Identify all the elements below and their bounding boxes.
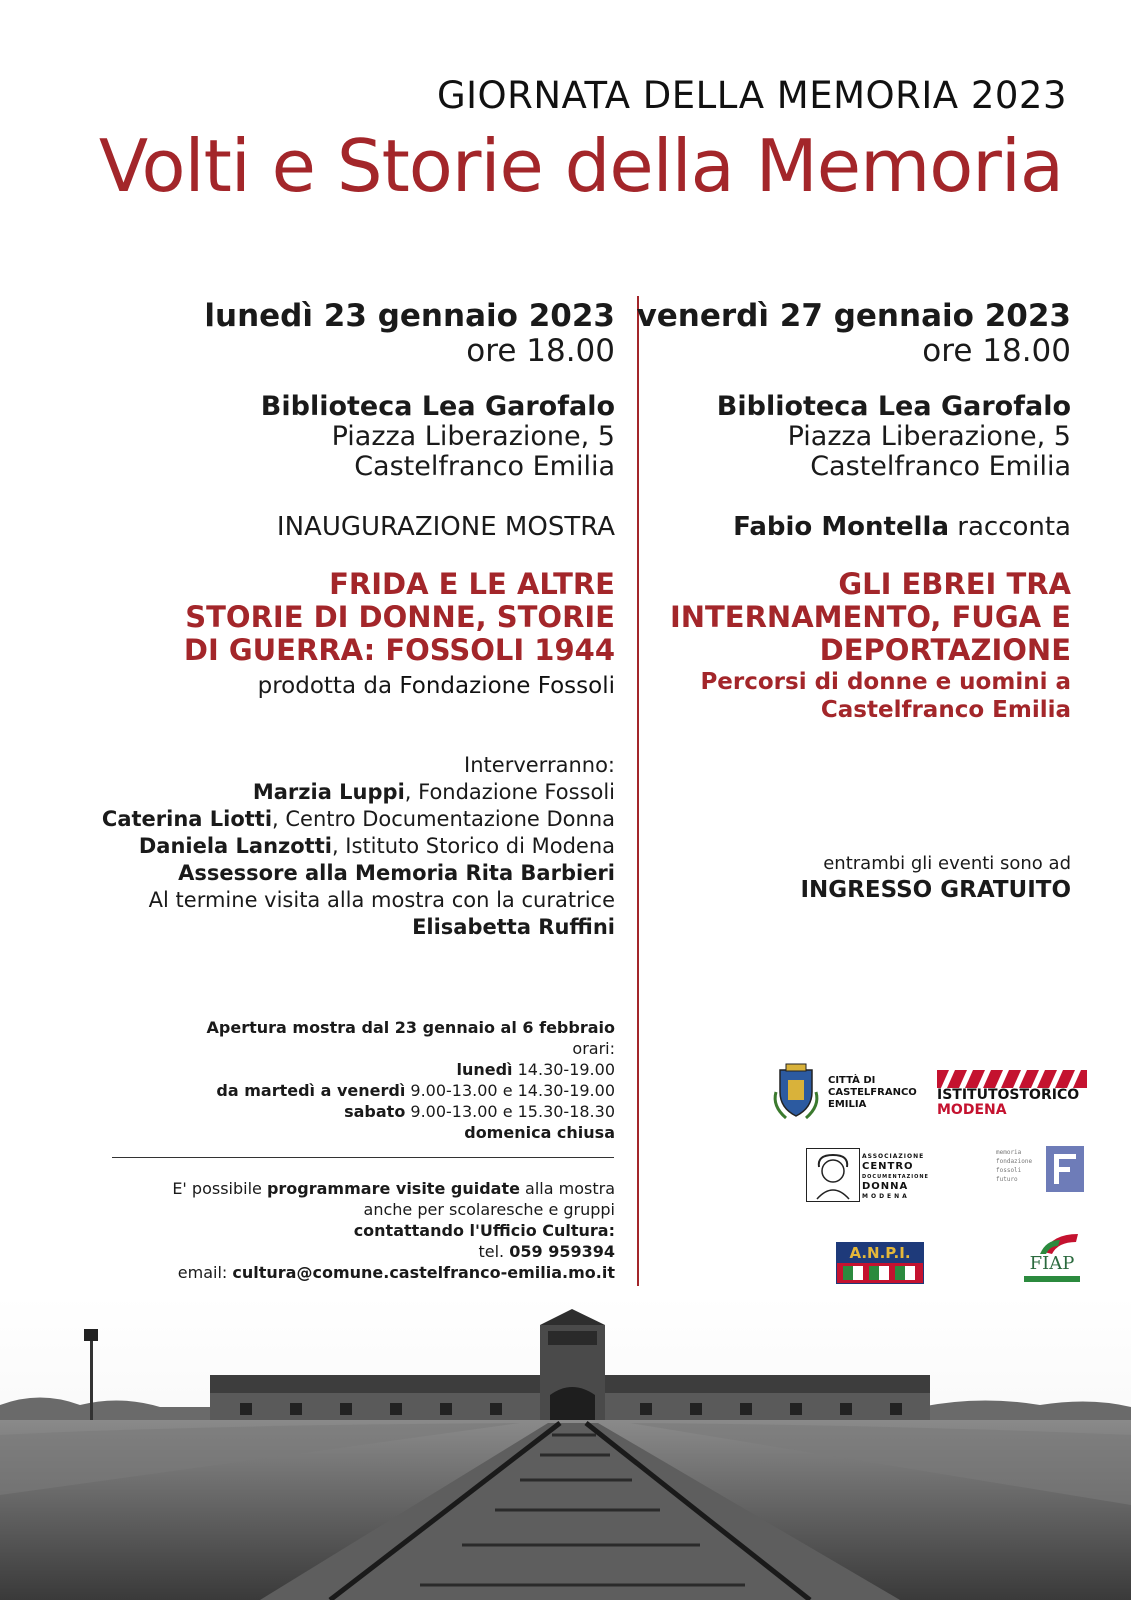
logo-text-line: futuro xyxy=(996,1176,1018,1183)
hours-line xyxy=(15,1122,615,1143)
free-note: entrambi gli eventi sono ad xyxy=(823,853,1071,874)
fiap-logo-text: FIAP xyxy=(1029,1253,1075,1274)
section-rule xyxy=(112,1157,614,1158)
hours-line xyxy=(15,1059,615,1080)
event2-venue-block xyxy=(601,392,1071,482)
event1-title xyxy=(15,568,615,667)
speaker-line xyxy=(15,860,615,887)
free-label: INGRESSO GRATUITO xyxy=(800,877,1071,903)
contact-email xyxy=(15,1262,615,1283)
hours-day: sabato xyxy=(344,1102,406,1121)
logo-text-line: CASTELFRANCO xyxy=(828,1087,917,1098)
stripe-pattern-icon xyxy=(937,1070,1087,1088)
speaker-name: Caterina Liotti xyxy=(101,807,273,831)
event1-speakers xyxy=(15,752,615,941)
event2-title xyxy=(601,568,1071,667)
logo-text-line: MODENA xyxy=(862,1193,910,1200)
anpi-logo xyxy=(836,1242,924,1284)
tel-number[interactable]: 059 959394 xyxy=(509,1242,615,1261)
hours-day: da martedì a venerdì xyxy=(216,1081,406,1100)
speaker-role: , Fondazione Fossoli xyxy=(404,780,615,804)
castelfranco-coat-of-arms-icon xyxy=(770,1062,822,1122)
event2-date: venerdì 27 gennaio 2023 xyxy=(636,298,1071,334)
event1-producer xyxy=(15,672,615,700)
speaker-name: Daniela Lanzotti xyxy=(138,834,332,858)
event2-subtitle xyxy=(601,668,1071,724)
logo-text-line: fondazione xyxy=(996,1158,1033,1165)
logo-text-line: CITTÀ DI xyxy=(828,1075,876,1086)
event2-datetime xyxy=(601,298,1071,368)
anpi-logo-text: A.N.P.I. xyxy=(837,1243,923,1263)
event1-address: Piazza Liberazione, 5 xyxy=(331,421,615,452)
speakers-heading: Interverranno: xyxy=(464,753,615,777)
event2-time: ore 18.00 xyxy=(922,333,1071,369)
event1-title-line: STORIE DI DONNE, STORIE xyxy=(185,600,615,634)
speaker-line xyxy=(15,806,615,833)
guided-line: anche per scolaresche e gruppi xyxy=(363,1200,615,1219)
logo-text-line: DOCUMENTAZIONE xyxy=(862,1174,929,1180)
speaker-name: Assessore alla Memoria Rita Barbieri xyxy=(178,861,615,885)
logo-text-line: MODENA xyxy=(937,1102,1007,1118)
page-title: Volti e Storie della Memoria xyxy=(98,124,1063,208)
speaker-role: , Centro Documentazione Donna xyxy=(272,807,615,831)
event2-lead xyxy=(601,512,1071,542)
logo-text-line: CENTRO xyxy=(862,1161,914,1172)
istituto-storico-logo xyxy=(937,1070,1087,1118)
guided-text: alla mostra xyxy=(519,1179,615,1198)
fondazione-fossoli-logo-text xyxy=(996,1148,1046,1184)
event2-venue: Biblioteca Lea Garofalo xyxy=(716,391,1071,422)
italian-flag-icon xyxy=(837,1263,923,1283)
logo-text-line: DONNA xyxy=(862,1181,909,1192)
free-entry xyxy=(601,852,1071,904)
birkenau-railway-photo xyxy=(0,1295,1131,1600)
logo-text-line: fossoli xyxy=(996,1167,1022,1174)
event1-title-line: FRIDA E LE ALTRE xyxy=(329,567,615,601)
event1-time: ore 18.00 xyxy=(466,333,615,369)
speaker-line xyxy=(15,833,615,860)
hours-label: orari: xyxy=(572,1039,615,1058)
event2-title-line: DEPORTAZIONE xyxy=(819,633,1071,667)
speaker-name: Marzia Luppi xyxy=(252,780,405,804)
hours-time: 9.00-13.00 e 15.30-18.30 xyxy=(405,1102,615,1121)
event1-date: lunedì 23 gennaio 2023 xyxy=(204,298,615,334)
event2-subtitle-line: Castelfranco Emilia xyxy=(820,697,1071,723)
event2-speaker: Fabio Montella xyxy=(733,512,949,542)
hours-day: domenica chiusa xyxy=(464,1123,615,1142)
guided-text: E' possibile xyxy=(172,1179,267,1198)
contact-tel xyxy=(15,1241,615,1262)
event2-title-line: INTERNAMENTO, FUGA E xyxy=(669,600,1071,634)
exhibition-hours xyxy=(15,1017,615,1143)
speaker-role: , Istituto Storico di Modena xyxy=(331,834,615,858)
email-link[interactable]: cultura@comune.castelfranco-emilia.mo.it xyxy=(232,1263,615,1282)
hours-time: 9.00-13.00 e 14.30-19.00 xyxy=(405,1081,615,1100)
logo-text-line: ISTITUTOSTORICO xyxy=(937,1087,1080,1103)
event2-title-line: GLI EBREI TRA xyxy=(838,567,1071,601)
hours-day: lunedì xyxy=(456,1060,513,1079)
event2-subtitle-line: Percorsi di donne e uomini a xyxy=(700,669,1071,695)
exhibition-opening: Apertura mostra dal 23 gennaio al 6 febbraio xyxy=(206,1018,615,1037)
event1-producer-name: Fondazione Fossoli xyxy=(399,673,615,699)
event1-producer-prefix: prodotta da xyxy=(257,673,393,699)
centro-donna-portrait-icon xyxy=(806,1148,860,1202)
event2-address: Piazza Liberazione, 5 xyxy=(787,421,1071,452)
guided-emphasis: programmare visite guidate xyxy=(266,1179,520,1198)
event2-city: Castelfranco Emilia xyxy=(810,451,1071,482)
event1-city: Castelfranco Emilia xyxy=(354,451,615,482)
tel-label: tel. xyxy=(478,1242,505,1261)
event1-datetime xyxy=(15,298,615,368)
event1-venue-block xyxy=(15,392,615,482)
castelfranco-logo-text xyxy=(828,1075,917,1111)
fondazione-fossoli-mark-icon xyxy=(1046,1146,1084,1192)
event1-lead: INAUGURAZIONE MOSTRA xyxy=(276,512,615,542)
guided-visits xyxy=(15,1178,615,1283)
email-label: email: xyxy=(177,1263,228,1282)
hours-time: 14.30-19.00 xyxy=(512,1060,615,1079)
guided-line: contattando l'Ufficio Cultura: xyxy=(353,1221,615,1240)
fiap-logo xyxy=(1024,1232,1080,1284)
curator-name: Elisabetta Ruffini xyxy=(412,915,615,939)
guided-line xyxy=(15,1178,615,1199)
logo-text-line: EMILIA xyxy=(828,1099,867,1110)
event1-title-line: DI GUERRA: FOSSOLI 1944 xyxy=(183,633,615,667)
flag-wave-icon xyxy=(1024,1232,1080,1254)
logo-text-line: ASSOCIAZIONE xyxy=(862,1153,925,1160)
header-supertitle: GIORNATA DELLA MEMORIA 2023 xyxy=(436,74,1067,117)
hours-line xyxy=(15,1080,615,1101)
speaker-line xyxy=(15,779,615,806)
logo-text-line: memoria xyxy=(996,1149,1022,1156)
centro-donna-logo-text xyxy=(862,1152,929,1202)
event1-venue: Biblioteca Lea Garofalo xyxy=(260,391,615,422)
hours-line xyxy=(15,1101,615,1122)
event2-speaker-verb: racconta xyxy=(957,512,1071,542)
fiap-green-bar xyxy=(1024,1276,1080,1282)
closing-line: Al termine visita alla mostra con la curatrice xyxy=(148,888,615,912)
